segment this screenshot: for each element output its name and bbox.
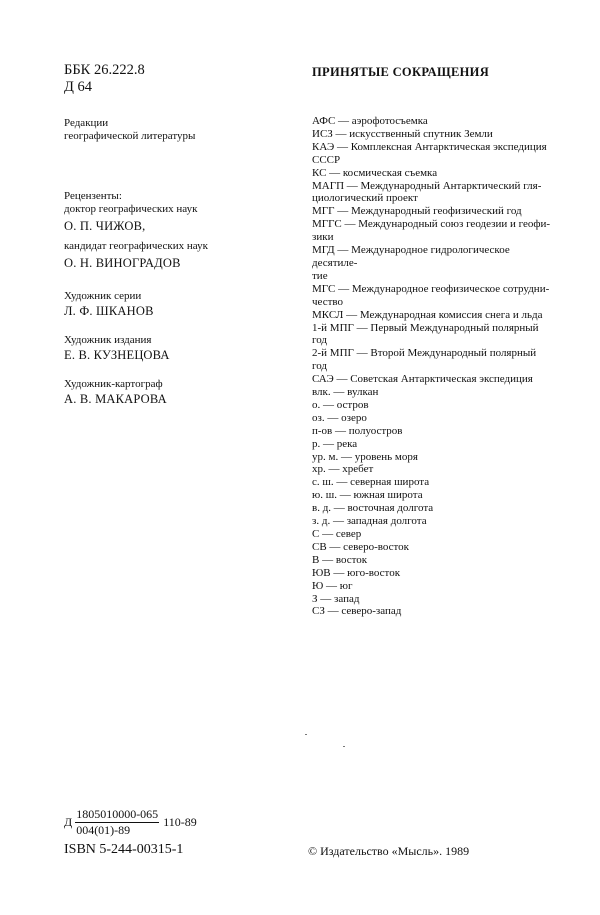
reviewer-1-name: О. П. ЧИЖОВ, xyxy=(64,219,146,233)
abbreviation-line: МГГС — Международный союз геодезии и геофи- xyxy=(312,218,551,231)
abbreviation-line: хр. — хребет xyxy=(312,463,374,476)
credit-name: Л. Ф. ШКАНОВ xyxy=(64,304,154,318)
credit-name: А. В. МАКАРОВА xyxy=(64,392,167,406)
abbreviation-line: З — запад xyxy=(312,592,360,605)
abbreviation-line: МГД — Международное гидрологическое десятиле- xyxy=(312,244,510,269)
catalog-code-denominator: 004(01)-89 xyxy=(76,823,131,837)
reviewer-1-title: доктор географических наук xyxy=(64,203,198,215)
abbreviation-line: п-ов — полуостров xyxy=(312,424,403,437)
abbreviation-line: С — север xyxy=(312,528,362,540)
abbreviation-line: тие xyxy=(312,269,328,282)
reviewer-2-title: кандидат географических наук xyxy=(64,240,208,252)
copyright: © Издательство «Мысль». 1989 xyxy=(308,844,470,858)
abbreviation-line: САЭ — Советская Антарктическая экспедиция xyxy=(312,373,533,386)
abbreviation-line: СССР xyxy=(312,153,341,166)
bbk-block xyxy=(64,62,145,96)
abbreviation-line: АФС — аэрофотосъемка xyxy=(312,115,428,127)
isbn: ISBN 5-244-00315-1 xyxy=(64,842,184,857)
catalog-code-prefix: Д xyxy=(64,815,73,829)
credit-edition-artist xyxy=(64,334,170,362)
abbreviation-line: 2-й МПГ — Второй Международный полярный год xyxy=(312,347,537,373)
abbreviation-line: МГГ — Международный геофизический год xyxy=(312,205,522,218)
abbreviation-line: р. — река xyxy=(312,437,358,450)
print-mark xyxy=(305,734,307,735)
credit-cartographer xyxy=(64,378,167,406)
abbreviation-line: 1-й МПГ — Первый Международный полярный год xyxy=(312,321,539,347)
abbreviation-line: МКСЛ — Международная комиссия снега и льда xyxy=(312,308,543,321)
catalog-code-suffix: 110-89 xyxy=(163,815,197,829)
abbreviation-line: о. — остров xyxy=(312,398,369,411)
bbk-index: ББК 26.222.8 xyxy=(64,62,145,78)
abbreviation-line: СВ — северо-восток xyxy=(312,540,410,553)
credit-role: Художник-картограф xyxy=(64,378,163,390)
credit-role: Художник издания xyxy=(64,334,152,346)
edition-line-1: Редакции xyxy=(64,117,109,129)
abbreviation-line: с. ш. — северная широта xyxy=(312,476,430,489)
reviewer-2-name: О. Н. ВИНОГРАДОВ xyxy=(64,256,181,270)
author-mark: Д 64 xyxy=(64,79,93,95)
abbreviation-line: ю. ш. — южная широта xyxy=(312,489,423,502)
catalog-code xyxy=(64,808,197,837)
abbreviation-line: МГС — Международное геофизическое сотрудни- xyxy=(312,282,550,295)
abbreviation-line: КАЭ — Комплексная Антарктическая экспедиция xyxy=(312,140,547,153)
abbreviation-line: МАГП — Международный Антарктический гля- xyxy=(312,179,542,192)
abbreviation-line: оз. — озеро xyxy=(312,411,367,424)
abbreviation-line: СЗ — северо-запад xyxy=(312,605,402,618)
credit-role: Художник серии xyxy=(64,290,142,302)
abbreviation-line: чество xyxy=(312,295,343,308)
catalog-code-fraction xyxy=(75,808,159,837)
credit-name: Е. В. КУЗНЕЦОВА xyxy=(64,348,170,362)
edition-block xyxy=(64,117,195,143)
abbreviation-line: ЮВ — юго-восток xyxy=(312,566,401,579)
abbreviation-line: з. д. — западная долгота xyxy=(312,515,427,528)
abbreviation-line: ИСЗ — искусственный спутник Земли xyxy=(312,127,493,140)
reviewers-block xyxy=(64,190,197,233)
abbreviation-line: ур. м. — уровень моря xyxy=(312,450,418,463)
edition-line-2: географической литературы xyxy=(64,130,196,142)
reviewers-label: Рецензенты: xyxy=(64,190,122,202)
abbreviations-title: ПРИНЯТЫЕ СОКРАЩЕНИЯ xyxy=(312,65,490,79)
abbreviation-line: В — восток xyxy=(312,553,368,566)
print-mark xyxy=(343,746,345,747)
abbreviation-line: КС — космическая съемка xyxy=(312,166,438,179)
credit-series-artist xyxy=(64,290,154,318)
abbreviation-line: влк. — вулкан xyxy=(312,386,379,399)
abbreviation-line: зики xyxy=(312,231,334,244)
catalog-code-numerator: 1805010000-065 xyxy=(76,807,159,821)
abbreviation-line: в. д. — восточная долгота xyxy=(312,502,434,515)
abbreviation-line: Ю — юг xyxy=(312,579,353,592)
abbreviation-line: циологический проект xyxy=(312,192,418,205)
reviewer-2-block xyxy=(64,240,208,270)
abbreviations-list xyxy=(312,115,552,618)
